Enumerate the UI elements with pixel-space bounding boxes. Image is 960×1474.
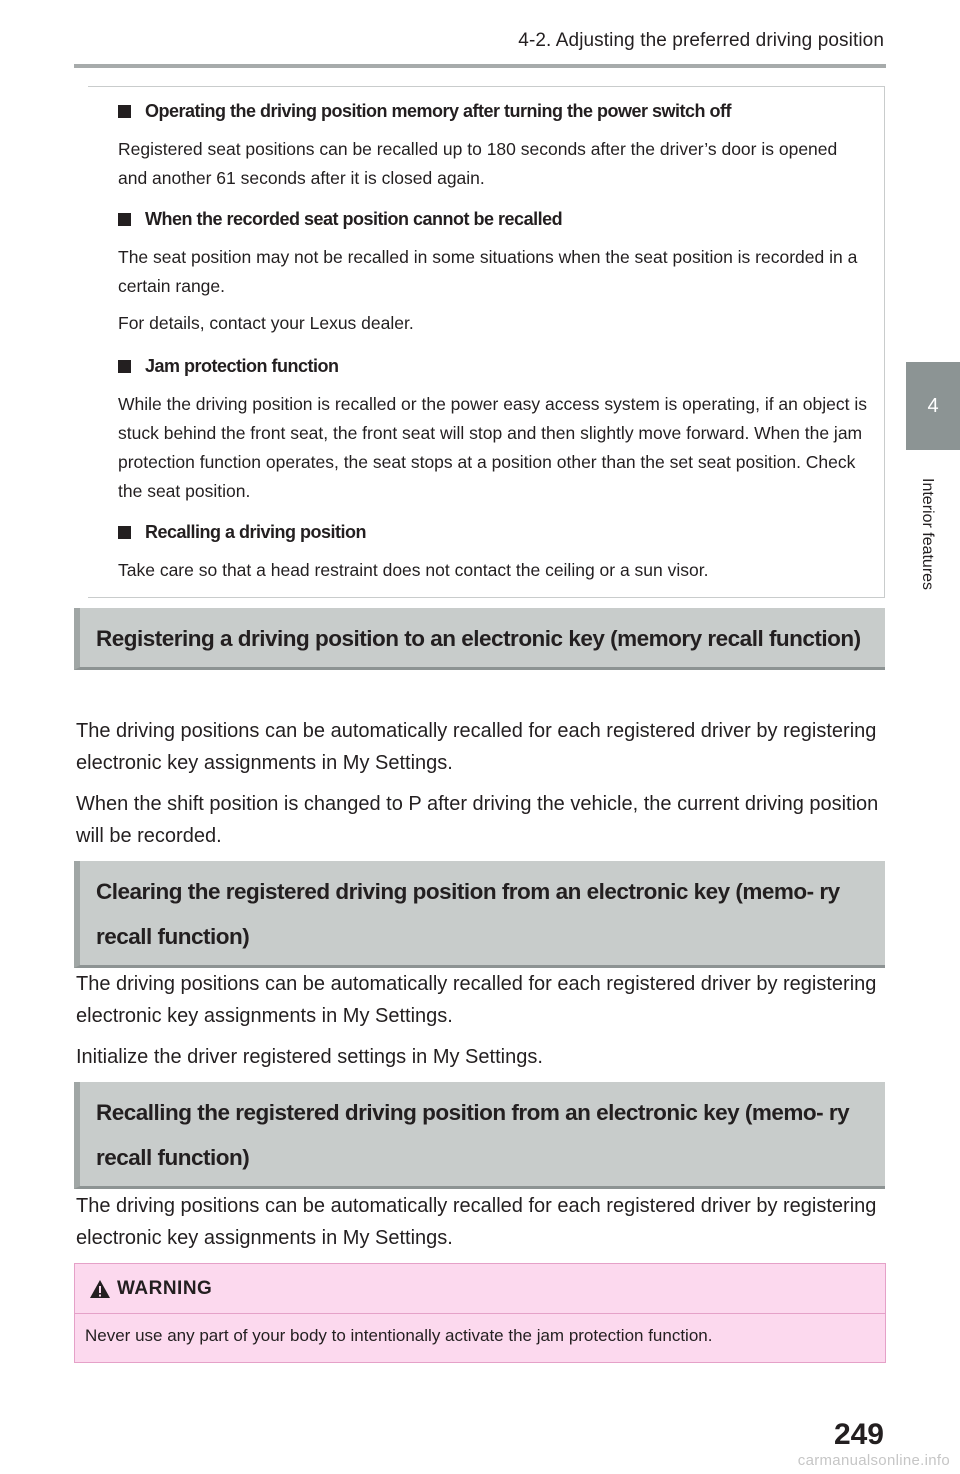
info-item <box>118 101 868 201</box>
header-rule <box>74 64 886 68</box>
info-paragraph: Registered seat positions can be recalled up to 180 seconds after the driver’s door is opened and another 61 seconds after it is closed again. <box>118 139 838 188</box>
warning-box <box>74 1263 886 1363</box>
info-paragraph: While the driving position is recalled or the power easy access system is operating, if an object is stuck behind the front seat, the front seat will stop and then slightly move forward. When the jam protection function operates, the seat stops at a position other than the set seat position. Check the seat position. <box>118 394 867 501</box>
info-heading-text: When the recorded seat position cannot be recalled <box>145 209 563 229</box>
section-heading-clear: Clearing the registered driving position from an electronic key (memo- ry recall function) <box>74 861 885 968</box>
section-heading-register: Registering a driving position to an electronic key (memory recall function) <box>74 608 885 670</box>
info-heading-text: Recalling a driving position <box>145 522 367 542</box>
section-body-register <box>76 715 888 861</box>
information-box <box>88 86 885 598</box>
info-heading-text: Jam protection function <box>145 356 339 376</box>
info-body <box>118 390 868 506</box>
info-heading <box>118 209 868 230</box>
info-item <box>118 356 868 514</box>
info-item <box>118 209 868 346</box>
header-title: 4-2. Adjusting the preferred driving position <box>518 30 884 51</box>
warning-header <box>75 1264 885 1314</box>
paragraph: When the shift position is changed to P after driving the vehicle, the current driving position will be recorded. <box>76 793 879 847</box>
info-heading-text: Operating the driving position memory after turning the power switch off <box>145 101 732 121</box>
warning-title: WARNING <box>117 1277 213 1299</box>
paragraph: The driving positions can be automatically recalled for each registered driver by registering electronic key assignments in My Settings. <box>76 720 877 774</box>
info-body <box>118 243 868 338</box>
info-item <box>118 522 868 593</box>
info-paragraph: The seat position may not be recalled in some situations when the seat position is recorded in a certain range. <box>118 247 858 296</box>
paragraph: Initialize the driver registered settings in My Settings. <box>76 1046 543 1068</box>
chapter-tab <box>906 362 960 450</box>
info-paragraph: For details, contact your Lexus dealer. <box>118 313 414 333</box>
section-heading-recall: Recalling the registered driving position from an electronic key (memo- ry recall function) <box>74 1082 885 1189</box>
watermark: carmanualsonline.info <box>797 1452 950 1469</box>
square-bullet-icon <box>118 360 131 373</box>
info-body <box>118 556 868 585</box>
warning-triangle-icon <box>89 1279 111 1299</box>
info-body <box>118 135 868 193</box>
square-bullet-icon <box>118 213 131 226</box>
paragraph: The driving positions can be automatically recalled for each registered driver by registering electronic key assignments in My Settings. <box>76 1195 877 1249</box>
square-bullet-icon <box>118 105 131 118</box>
square-bullet-icon <box>118 526 131 539</box>
info-heading <box>118 356 868 377</box>
chapter-label: Interior features <box>919 477 936 591</box>
page-number: 249 <box>833 1418 884 1451</box>
info-heading <box>118 101 868 122</box>
section-body-recall <box>76 1190 888 1263</box>
info-heading <box>118 522 868 543</box>
paragraph: The driving positions can be automatically recalled for each registered driver by registering electronic key assignments in My Settings. <box>76 973 877 1027</box>
info-paragraph: Take care so that a head restraint does not contact the ceiling or a sun visor. <box>118 560 709 580</box>
section-body-clear <box>76 968 888 1082</box>
chapter-number: 4 <box>927 394 939 417</box>
warning-text: Never use any part of your body to intentionally activate the jam protection function. <box>85 1326 713 1345</box>
